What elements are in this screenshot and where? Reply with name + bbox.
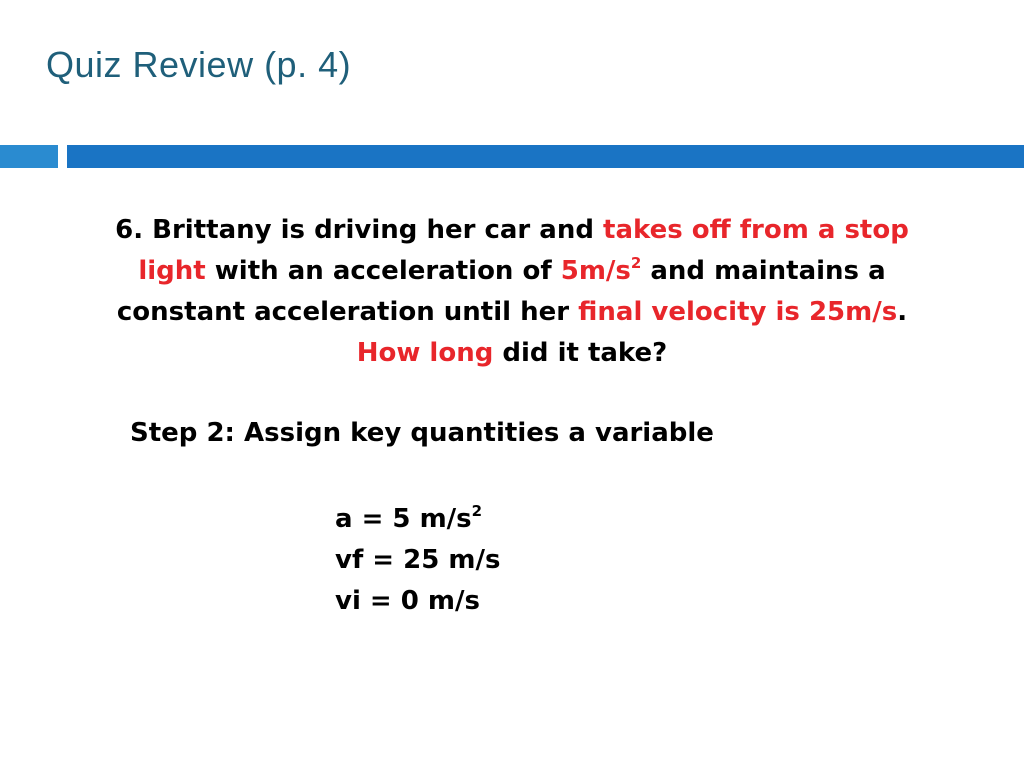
question-line-1 [30,210,994,251]
variable-vf: vf = 25 m/s [335,545,501,575]
highlight-acceleration [561,256,642,286]
highlight-how-long: How long [356,338,494,368]
highlight-final-velocity: final velocity is 25m/s [578,297,898,327]
variable-a [335,499,500,540]
question-line-2 [30,251,994,292]
question-text-segment: 6. Brittany is driving her car and [115,215,604,245]
question-text-segment: constant acceleration until her [116,297,579,327]
highlight-takes-off: takes off from a stop [603,215,909,245]
variable-vi: vi = 0 m/s [335,586,480,616]
question-text [30,210,994,374]
variable-a-exponent: 2 [471,502,483,520]
question-line-4 [30,333,994,374]
question-line-3 [30,292,994,333]
divider-accent [0,145,58,168]
question-text-segment: and maintains a [641,256,886,286]
acceleration-value: 5m/s [560,256,631,286]
question-text-segment: with an acceleration of [205,256,561,286]
variable-list [335,499,500,622]
slide-title: Quiz Review (p. 4) [46,44,352,85]
question-text-segment: did it take? [493,338,668,368]
variable-a-text: a = 5 m/s [335,504,472,534]
divider-bar [67,145,1024,168]
step-heading: Step 2: Assign key quantities a variable [130,418,714,448]
acceleration-exponent: 2 [630,254,642,272]
question-text-segment: . [897,297,908,327]
highlight-light: light [138,256,206,286]
